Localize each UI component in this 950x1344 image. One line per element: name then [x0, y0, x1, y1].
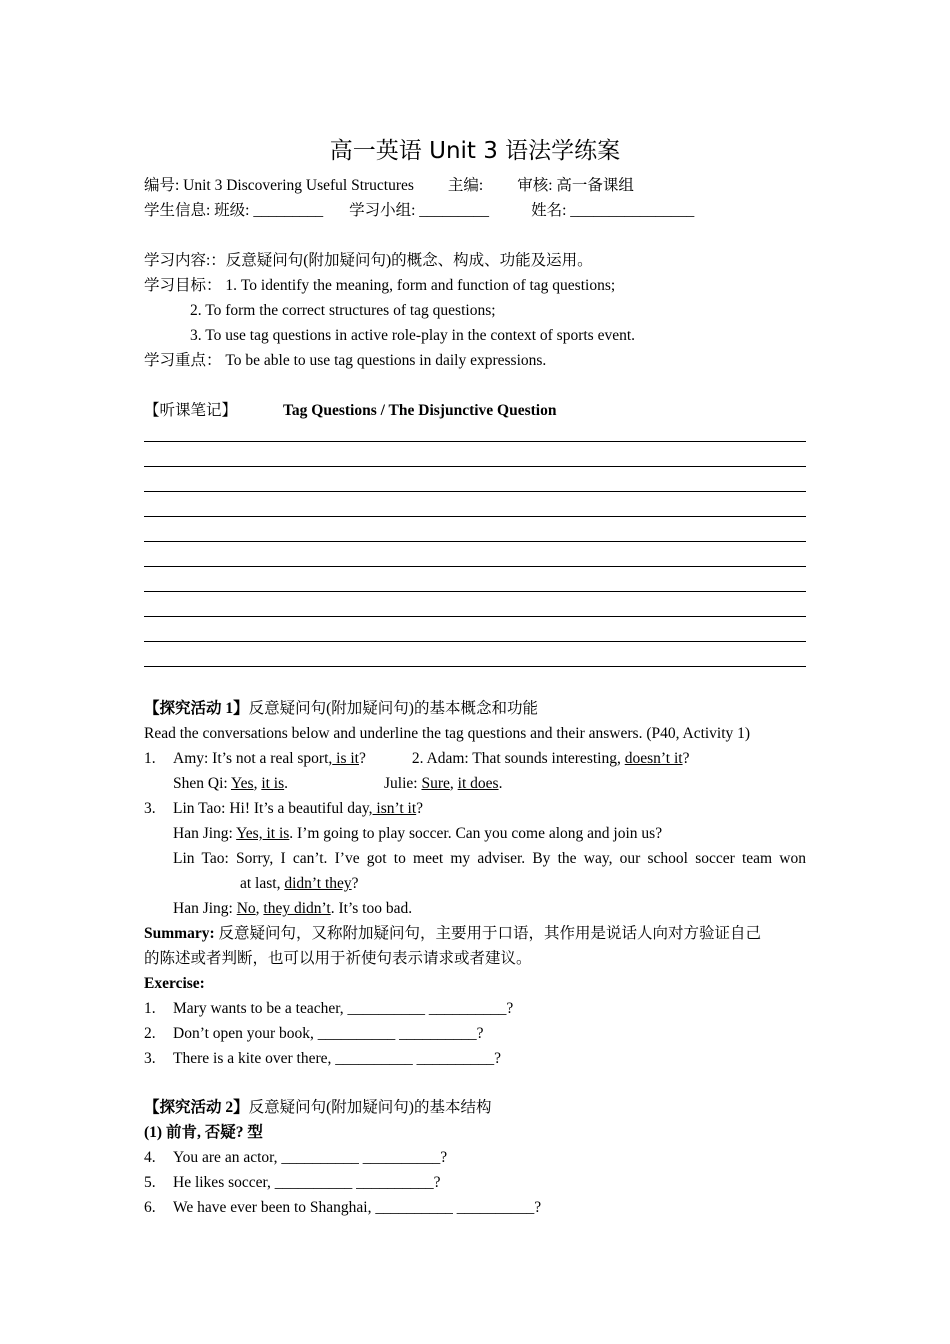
note-line: [144, 666, 806, 667]
answers-1-2: [173, 774, 502, 794]
activity2-heading: [144, 1098, 491, 1118]
conv-text: . I’m going to play soccer. Can you come along and join us?: [289, 825, 663, 842]
note-line: [144, 491, 806, 492]
conv3-line-c: Lin Tao: Sorry, I can’t. I’ve got to meet my adviser. By the way, our school soccer team won: [173, 850, 806, 867]
summary-label: Summary:: [144, 925, 215, 942]
item-number: 3.: [144, 1050, 156, 1067]
note-line: [144, 616, 806, 617]
item-number: 1.: [144, 1000, 156, 1017]
conversation-3: [144, 799, 423, 819]
conv1-tag: is it: [332, 750, 359, 767]
exercise-item: [144, 999, 513, 1019]
conv1-line: Amy: It’s not a real sport,: [173, 750, 333, 767]
learning-content: 学习内容:：反意疑问句(附加疑问句)的概念、构成、功能及运用。: [144, 252, 593, 269]
focus-text: To be able to use tag questions in daily expressions.: [225, 352, 547, 369]
notes-title: Tag Questions / The Disjunctive Question: [283, 402, 557, 419]
conv3-answer: [173, 824, 662, 844]
conv1-qmark: ?: [358, 750, 366, 767]
goal-2: 2. To form the correct structures of tag questions;: [190, 302, 496, 319]
answer-no: No: [236, 900, 256, 917]
answer-tag: it is: [261, 775, 285, 792]
note-line: [144, 541, 806, 542]
activity1-instruction: Read the conversations below and underline the tag questions and their answers. (P40, Activity 1): [144, 725, 751, 742]
conv2-line: Adam: That sounds interesting,: [426, 750, 621, 767]
summary: [144, 924, 761, 944]
exercise-item: [144, 1148, 447, 1168]
item-number: 6.: [144, 1199, 156, 1216]
item-number: 2.: [411, 750, 424, 767]
conv-text: at last,: [240, 875, 281, 892]
notes-label: 【听课笔记】: [144, 402, 238, 419]
exercise-label: Exercise:: [144, 975, 205, 992]
number-label: 编号: Unit 3 Discovering Useful Structures: [144, 177, 414, 194]
conv3-tag-2: didn’t they: [284, 875, 352, 892]
speaker: Han Jing:: [173, 900, 233, 917]
editor-label: 主编:: [447, 177, 484, 194]
exercise-text: He likes soccer, __________ __________?: [173, 1174, 441, 1191]
speaker: Shen Qi:: [173, 775, 228, 792]
conv3-tag: isn’t it: [372, 800, 417, 817]
summary-text-1: 反意疑问句，又称附加疑问句，主要用于口语，其作用是说话人向对方验证自己: [218, 925, 761, 942]
focus-label: 学习重点：: [144, 352, 222, 369]
answer-sure: Sure: [421, 775, 450, 792]
exercise-text: You are an actor, __________ __________?: [173, 1149, 448, 1166]
punct: ?: [351, 875, 359, 892]
punct: ,: [255, 900, 264, 917]
activity2-title: 反意疑问句(附加疑问句)的基本结构: [248, 1099, 492, 1116]
speaker: Julie:: [384, 775, 418, 792]
header-row-1: [144, 176, 634, 196]
learning-goals: [144, 276, 615, 296]
conv3-line: Lin Tao: Hi! It’s a beautiful day,: [173, 800, 373, 817]
punct: ,: [449, 775, 458, 792]
exercise-item: [144, 1198, 541, 1218]
punct: .: [284, 775, 289, 792]
conv3-line-d: [173, 899, 412, 919]
exercise-text: Don’t open your book, __________ __________?: [173, 1025, 484, 1042]
item-number: 1.: [144, 750, 156, 767]
summary-text-2: 的陈述或者判断，也可以用于祈使句表示请求或者建议。: [144, 950, 532, 967]
exercise-text: We have ever been to Shanghai, __________ __________?: [173, 1199, 542, 1216]
exercise-item: [144, 1049, 501, 1069]
note-line: [144, 566, 806, 567]
item-number: 5.: [144, 1174, 156, 1191]
activity1-heading: [144, 699, 538, 719]
answer-tag: they didn’t: [263, 900, 331, 917]
conv2-qmark: ?: [682, 750, 690, 767]
goal-label: 学习目标：: [144, 277, 222, 294]
conv3-line-c2: [240, 874, 359, 894]
speaker: Han Jing:: [173, 825, 233, 842]
activity1-label: 【探究活动 1】: [144, 700, 249, 717]
goal-1: 1. To identify the meaning, form and function of tag questions;: [225, 277, 616, 294]
note-line: [144, 466, 806, 467]
name-field: 姓名: ________________: [531, 202, 695, 219]
item-number: 2.: [144, 1025, 156, 1042]
item-number: 4.: [144, 1149, 156, 1166]
activity1-title: 反意疑问句(附加疑问句)的基本概念和功能: [248, 700, 538, 717]
item-number: 3.: [144, 800, 156, 817]
notes-heading: [144, 401, 556, 421]
exercise-text: There is a kite over there, __________ __________?: [173, 1050, 501, 1067]
answer-tag: it does: [457, 775, 499, 792]
conv2-tag: doesn’t it: [624, 750, 683, 767]
note-line: [144, 591, 806, 592]
note-line: [144, 441, 806, 442]
note-line: [144, 516, 806, 517]
activity2-label: 【探究活动 2】: [144, 1099, 249, 1116]
note-line: [144, 641, 806, 642]
answer-tag: Yes, it is: [236, 825, 290, 842]
group-field: 学习小组: _________: [349, 202, 490, 219]
exercise-text: Mary wants to be a teacher, __________ __________?: [173, 1000, 514, 1017]
exercise-item: [144, 1024, 484, 1044]
goal-3: 3. To use tag questions in active role-play in the context of sports event.: [190, 327, 636, 344]
header-row-2: [144, 201, 694, 221]
exercise-item: [144, 1173, 441, 1193]
page-title: 高一英语 Unit 3 语法学练案: [329, 138, 621, 164]
activity2-subheading: (1) 前肯, 否疑? 型: [144, 1124, 263, 1141]
answer-yes: Yes: [231, 775, 254, 792]
student-info-field: 学生信息: 班级: _________: [144, 202, 324, 219]
conv3-qmark: ?: [416, 800, 424, 817]
conversation-1-2: [144, 749, 689, 769]
learning-focus: [144, 351, 546, 371]
punct: .: [498, 775, 503, 792]
reviewer-label: 审核: 高一备课组: [517, 177, 634, 194]
punct: ,: [253, 775, 262, 792]
conv-text: . It’s too bad.: [330, 900, 413, 917]
